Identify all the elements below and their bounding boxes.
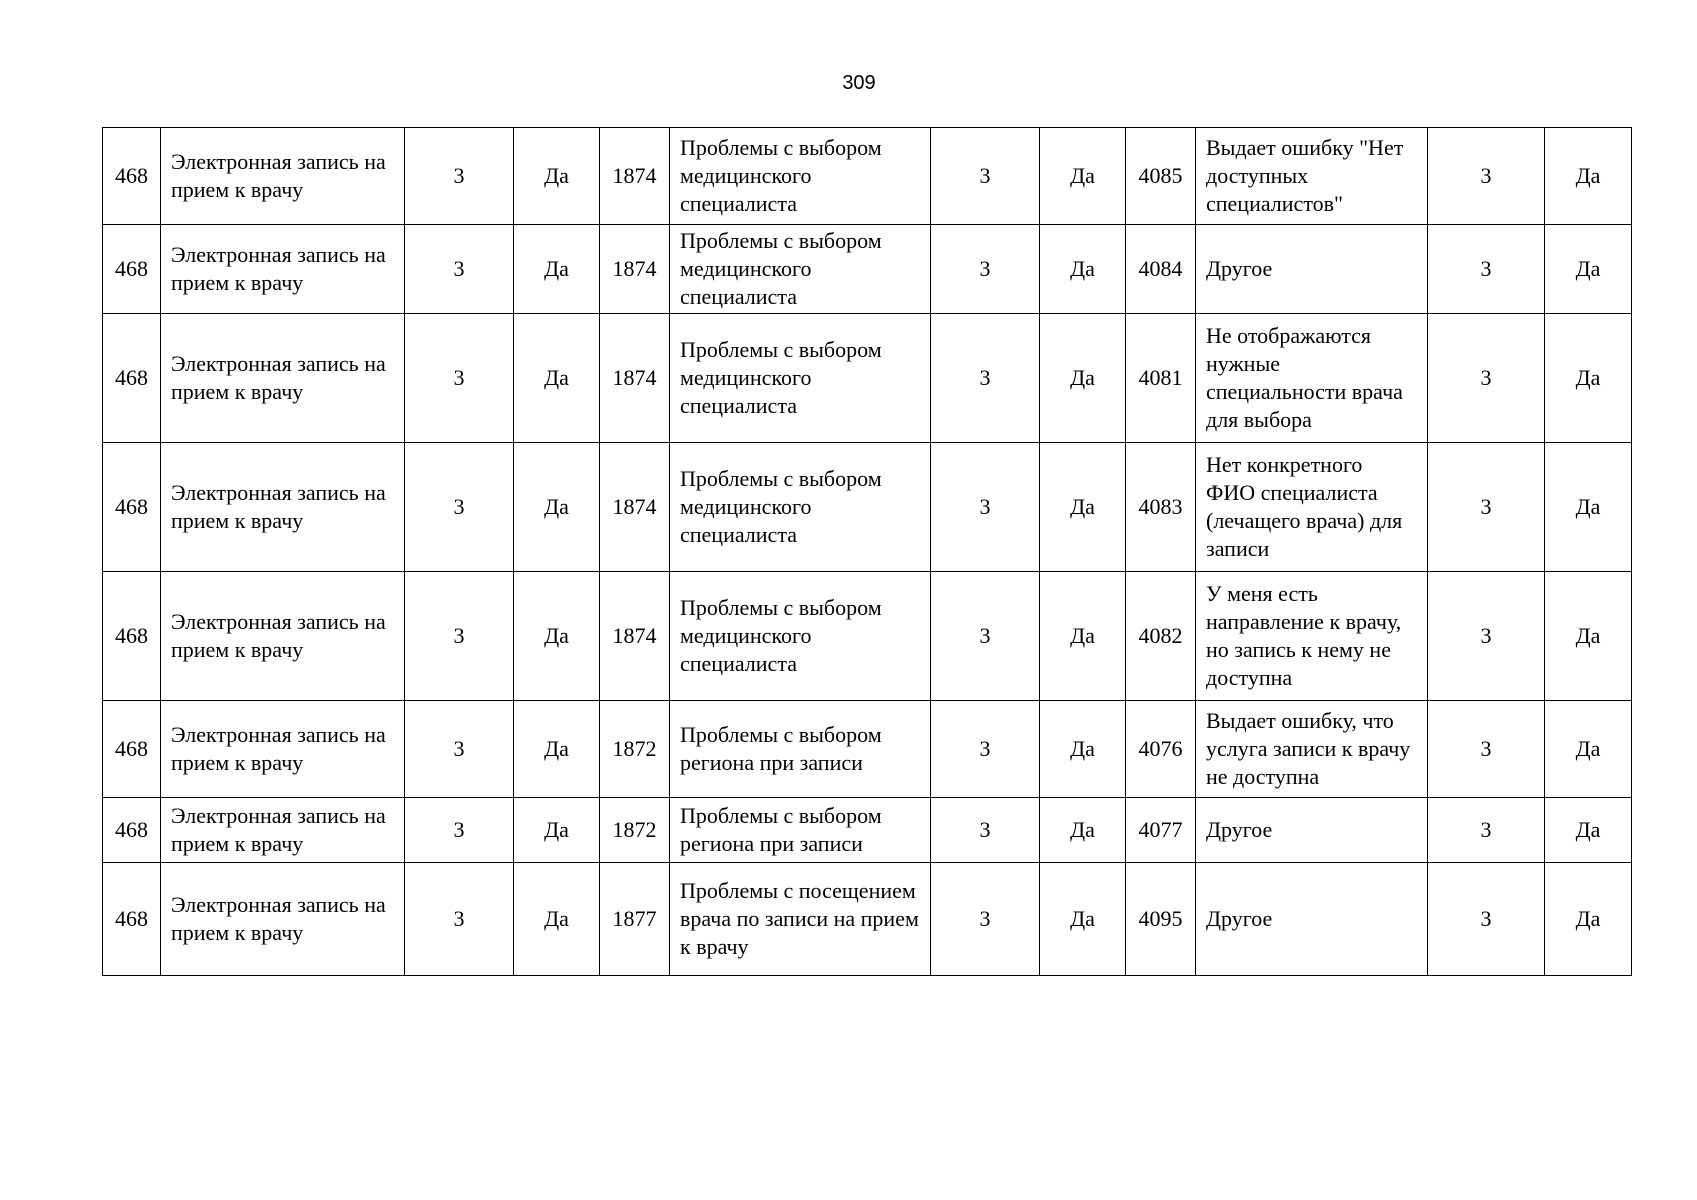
flag-cell: Да bbox=[1040, 701, 1126, 798]
item-id-cell: 4084 bbox=[1126, 225, 1196, 314]
level-cell: 3 bbox=[405, 225, 514, 314]
service-cell: Электронная запись на прием к врачу bbox=[161, 314, 405, 443]
level-cell: 3 bbox=[1428, 863, 1545, 976]
level-cell: 3 bbox=[931, 128, 1040, 225]
item-id-cell: 4085 bbox=[1126, 128, 1196, 225]
level-cell: 3 bbox=[405, 798, 514, 863]
item-cell: Нет конкретного ФИО специалиста (лечащего врача) для записи bbox=[1196, 443, 1428, 572]
category-id-cell: 1872 bbox=[600, 701, 670, 798]
row-id-cell: 468 bbox=[103, 225, 161, 314]
table-row bbox=[103, 443, 1632, 572]
flag-cell: Да bbox=[1545, 572, 1632, 701]
service-cell: Электронная запись на прием к врачу bbox=[161, 863, 405, 976]
level-cell: 3 bbox=[405, 314, 514, 443]
flag-cell: Да bbox=[1040, 443, 1126, 572]
table-row bbox=[103, 128, 1632, 225]
level-cell: 3 bbox=[931, 443, 1040, 572]
category-cell: Проблемы с посещением врача по записи на прием к врачу bbox=[670, 863, 931, 976]
page-number: 309 bbox=[842, 72, 876, 94]
level-cell: 3 bbox=[405, 128, 514, 225]
level-cell: 3 bbox=[931, 701, 1040, 798]
item-cell: Другое bbox=[1196, 798, 1428, 863]
category-cell: Проблемы с выбором региона при записи bbox=[670, 798, 931, 863]
category-cell: Проблемы с выбором медицинского специалиста bbox=[670, 572, 931, 701]
row-id-cell: 468 bbox=[103, 863, 161, 976]
table-row bbox=[103, 225, 1632, 314]
category-cell: Проблемы с выбором медицинского специалиста bbox=[670, 443, 931, 572]
category-cell: Проблемы с выбором региона при записи bbox=[670, 701, 931, 798]
service-cell: Электронная запись на прием к врачу bbox=[161, 572, 405, 701]
flag-cell: Да bbox=[514, 314, 600, 443]
service-cell: Электронная запись на прием к врачу bbox=[161, 128, 405, 225]
flag-cell: Да bbox=[1040, 225, 1126, 314]
flag-cell: Да bbox=[514, 798, 600, 863]
flag-cell: Да bbox=[514, 443, 600, 572]
flag-cell: Да bbox=[1545, 798, 1632, 863]
flag-cell: Да bbox=[1545, 225, 1632, 314]
item-id-cell: 4083 bbox=[1126, 443, 1196, 572]
item-cell: Выдает ошибку "Нет доступных специалистов" bbox=[1196, 128, 1428, 225]
category-id-cell: 1874 bbox=[600, 314, 670, 443]
table-row bbox=[103, 863, 1632, 976]
level-cell: 3 bbox=[405, 701, 514, 798]
category-id-cell: 1877 bbox=[600, 863, 670, 976]
row-id-cell: 468 bbox=[103, 701, 161, 798]
level-cell: 3 bbox=[1428, 128, 1545, 225]
flag-cell: Да bbox=[1040, 128, 1126, 225]
flag-cell: Да bbox=[1040, 863, 1126, 976]
flag-cell: Да bbox=[514, 225, 600, 314]
level-cell: 3 bbox=[1428, 798, 1545, 863]
category-id-cell: 1874 bbox=[600, 443, 670, 572]
item-cell: Другое bbox=[1196, 225, 1428, 314]
service-cell: Электронная запись на прием к врачу bbox=[161, 798, 405, 863]
item-id-cell: 4081 bbox=[1126, 314, 1196, 443]
table-row bbox=[103, 314, 1632, 443]
level-cell: 3 bbox=[931, 314, 1040, 443]
row-id-cell: 468 bbox=[103, 314, 161, 443]
table-row bbox=[103, 701, 1632, 798]
level-cell: 3 bbox=[931, 863, 1040, 976]
flag-cell: Да bbox=[514, 572, 600, 701]
level-cell: 3 bbox=[405, 443, 514, 572]
flag-cell: Да bbox=[514, 863, 600, 976]
flag-cell: Да bbox=[1545, 443, 1632, 572]
item-id-cell: 4082 bbox=[1126, 572, 1196, 701]
category-cell: Проблемы с выбором медицинского специалиста bbox=[670, 128, 931, 225]
category-id-cell: 1874 bbox=[600, 572, 670, 701]
flag-cell: Да bbox=[1545, 863, 1632, 976]
flag-cell: Да bbox=[1040, 798, 1126, 863]
category-id-cell: 1874 bbox=[600, 128, 670, 225]
item-id-cell: 4076 bbox=[1126, 701, 1196, 798]
level-cell: 3 bbox=[1428, 225, 1545, 314]
flag-cell: Да bbox=[1545, 128, 1632, 225]
item-cell: Не отображаются нужные специальности врача для выбора bbox=[1196, 314, 1428, 443]
flag-cell: Да bbox=[1545, 314, 1632, 443]
table-body bbox=[103, 128, 1632, 976]
row-id-cell: 468 bbox=[103, 128, 161, 225]
level-cell: 3 bbox=[1428, 443, 1545, 572]
data-table bbox=[102, 127, 1632, 976]
item-cell: Другое bbox=[1196, 863, 1428, 976]
level-cell: 3 bbox=[405, 572, 514, 701]
item-id-cell: 4095 bbox=[1126, 863, 1196, 976]
item-cell: У меня есть направление к врачу, но запись к нему не доступна bbox=[1196, 572, 1428, 701]
category-id-cell: 1872 bbox=[600, 798, 670, 863]
flag-cell: Да bbox=[514, 128, 600, 225]
service-cell: Электронная запись на прием к врачу bbox=[161, 701, 405, 798]
flag-cell: Да bbox=[1545, 701, 1632, 798]
service-cell: Электронная запись на прием к врачу bbox=[161, 225, 405, 314]
level-cell: 3 bbox=[405, 863, 514, 976]
level-cell: 3 bbox=[1428, 701, 1545, 798]
level-cell: 3 bbox=[1428, 572, 1545, 701]
item-id-cell: 4077 bbox=[1126, 798, 1196, 863]
level-cell: 3 bbox=[931, 798, 1040, 863]
flag-cell: Да bbox=[514, 701, 600, 798]
table-row bbox=[103, 572, 1632, 701]
category-id-cell: 1874 bbox=[600, 225, 670, 314]
row-id-cell: 468 bbox=[103, 798, 161, 863]
row-id-cell: 468 bbox=[103, 572, 161, 701]
item-cell: Выдает ошибку, что услуга записи к врачу не доступна bbox=[1196, 701, 1428, 798]
table-row bbox=[103, 798, 1632, 863]
row-id-cell: 468 bbox=[103, 443, 161, 572]
flag-cell: Да bbox=[1040, 314, 1126, 443]
level-cell: 3 bbox=[931, 225, 1040, 314]
category-cell: Проблемы с выбором медицинского специалиста bbox=[670, 314, 931, 443]
service-cell: Электронная запись на прием к врачу bbox=[161, 443, 405, 572]
flag-cell: Да bbox=[1040, 572, 1126, 701]
level-cell: 3 bbox=[1428, 314, 1545, 443]
level-cell: 3 bbox=[931, 572, 1040, 701]
category-cell: Проблемы с выбором медицинского специалиста bbox=[670, 225, 931, 314]
